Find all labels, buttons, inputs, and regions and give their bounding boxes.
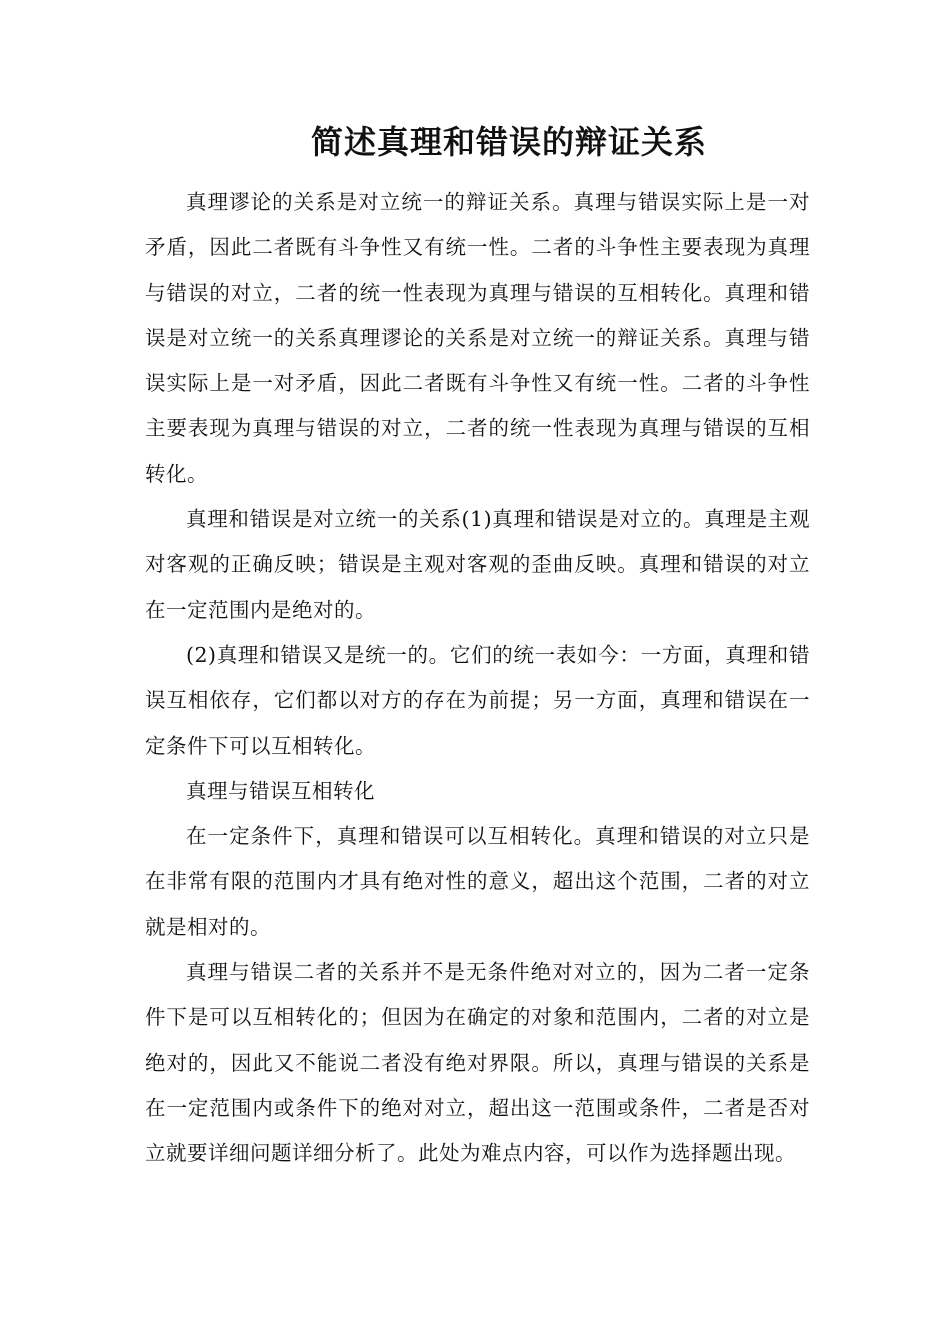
paragraph-heading-transformation: 真理与错误互相转化 [186,778,375,803]
paragraph-intro: 真理谬论的关系是对立统一的辩证关系。真理与错误实际上是一对矛盾，因此二者既有斗争性又有统一性。二者的斗争性主要表现为真理与错误的对立，二者的统一性表现为真理与错误的互相转化。真理和错误是对立统一的关系真理谬论的关系是对立统一的辩证关系。真理与错误实际上是一对矛盾，因此二者既有斗争性又有统一性。二者的斗争性主要表现为真理与错误的对立，二者的统一性表现为真理与错误的互相转化。 [145,190,810,486]
paragraph-unity: (2)真理和错误又是统一的。它们的统一表如今：一方面，真理和错误互相依存，它们都以对方的存在为前提；另一方面，真理和错误在一定条件下可以互相转化。 [145,642,810,758]
paragraph-transformation: 在一定条件下，真理和错误可以互相转化。真理和错误的对立只是在非常有限的范围内才具有绝对性的意义，超出这个范围，二者的对立就是相对的。 [145,824,810,939]
document-body [145,180,810,1177]
document-title: 简述真理和错误的辩证关系 [310,123,707,161]
paragraph-conclusion: 真理与错误二者的关系并不是无条件绝对对立的，因为二者一定条件下是可以互相转化的；但因为在确定的对象和范围内，二者的对立是绝对的，因此又不能说二者没有绝对界限。所以，真理与错误的关系是在一定范围内或条件下的绝对对立，超出这一范围或条件，二者是否对立就要详细问题详细分析了。此处为难点内容，可以作为选择题出现。 [145,960,810,1166]
paragraph-opposition: 真理和错误是对立统一的关系(1)真理和错误是对立的。真理是主观对客观的正确反映；错误是主观对客观的歪曲反映。真理和错误的对立在一定范围内是绝对的。 [145,507,810,622]
